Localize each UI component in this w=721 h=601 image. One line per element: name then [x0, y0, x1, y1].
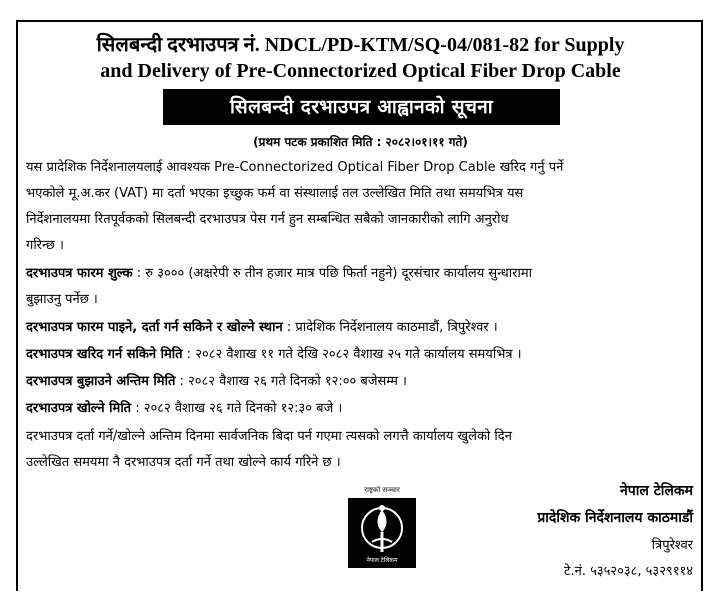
open-line — [26, 399, 342, 419]
purchase-line — [26, 345, 522, 365]
signature-org: नेपाल टेलिकम — [619, 483, 693, 499]
body-line-1: यस प्रादेशिक निर्देशनालयलाई आवश्यक Pre-Connectorized Optical Fiber Drop Cable खरिद गर्नु पर्ने — [26, 160, 564, 175]
notice-banner: सिलबन्दी दरभाउपत्र आह्वानको सूचना — [163, 89, 560, 125]
logo-top-text: राष्ट्रको सञ्चार — [364, 486, 400, 494]
fee-line-2: बुझाउनु पर्नेछ । — [26, 292, 98, 307]
publish-date: (प्रथम पटक प्रकाशित मिति : २०८२।०१।११ गते) — [253, 135, 468, 149]
nepal-telecom-logo — [344, 486, 420, 580]
place-label: दरभाउपत्र फारम पाइने, दर्ता गर्न सकिने र खोल्ने स्थान — [26, 320, 283, 335]
holiday-line-2: उल्लेखित समयमा नै दरभाउपत्र दर्ता गर्ने तथा खोल्ने कार्य गरिने छ । — [26, 455, 341, 470]
purchase-label: दरभाउपत्र खरिद गर्न सकिने मिति — [26, 347, 183, 362]
submit-text: : २०८२ वैशाख २६ गते दिनको १२:०० बजेसम्म । — [175, 374, 407, 389]
holiday-line-1: दरभाउपत्र दर्ता गर्ने/खोल्ने अन्तिम दिनमा सार्वजनिक बिदा पर्न गएमा त्यसको लगत्तै कार्यालय खुलेको दिन — [26, 429, 512, 444]
place-line — [26, 318, 498, 338]
place-text: : प्रादेशिक निर्देशनालय काठमाडौं, त्रिपुरेश्वर । — [282, 320, 498, 335]
signature-place: त्रिपुरेश्वर — [651, 538, 693, 553]
notice-title-line-1: सिलबन्दी दरभाउपत्र नं. NDCL/PD-KTM/SQ-04/081-82 for Supply — [96, 34, 625, 56]
submit-label: दरभाउपत्र बुझाउने अन्तिम मिति — [26, 374, 176, 389]
body-line-2: भएकोले मू.अ.कर (VAT) मा दर्ता भएका इच्छुक फर्म वा संस्थालाई तल उल्लेखित मिति तथा समयभित्र यस — [26, 186, 524, 201]
signature-phone: टे.नं. ५३५२०३८, ५३२९११४ — [563, 564, 693, 579]
purchase-text: : २०८२ वैशाख ११ गते देखि २०८२ वैशाख २५ गते कार्यालय समयभित्र । — [182, 347, 522, 362]
notice-title-line-2: and Delivery of Pre-Connectorized Optical Fiber Drop Cable — [100, 60, 621, 82]
open-text: : २०८२ वैशाख २६ गते दिनको १२:३० बजे । — [131, 401, 343, 416]
fee-label: दरभाउपत्र फारम शुल्क — [26, 266, 133, 281]
body-line-4: गरिन्छ । — [26, 238, 64, 253]
signature-office: प्रादेशिक निर्देशनालय काठमाडौं — [537, 510, 693, 526]
fee-text: : रु ३००० (अक्षरेपी रु तीन हजार मात्र पछि फिर्ता नहुने) दूरसंचार कार्यालय सुन्धारामा — [132, 266, 532, 281]
body-line-3: निर्देशनालयमा रितपूर्वकको सिलबन्दी दरभाउपत्र पेस गर्न हुन सम्बन्धित सबैको जानकारीको लागि अनुरोध — [26, 212, 509, 227]
submit-line — [26, 372, 407, 392]
open-label: दरभाउपत्र खोल्ने मिति — [26, 401, 132, 416]
fee-line — [26, 264, 532, 284]
logo-bottom-text: नेपाल टेलिकम — [366, 557, 398, 564]
